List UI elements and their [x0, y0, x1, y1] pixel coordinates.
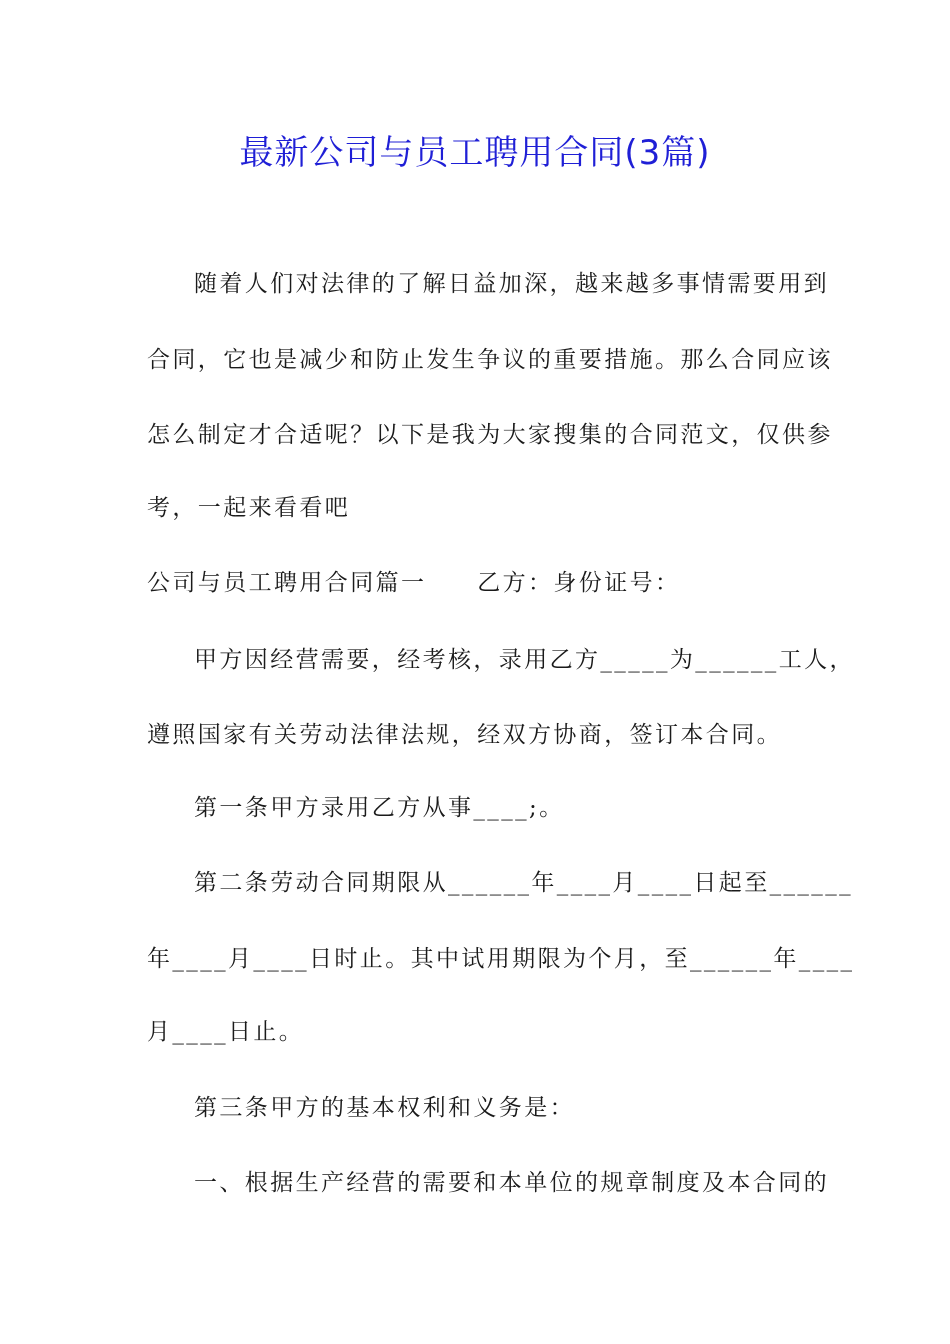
clause-line: 第二条劳动合同期限从______年____月____日起至______ — [194, 870, 853, 896]
text-line: 甲方因经营需要，经考核，录用乙方_____为______工人， — [194, 647, 855, 673]
clause-line: 第三条甲方的基本权利和义务是： — [194, 1095, 575, 1121]
text-line: 遵照国家有关劳动法律法规，经双方协商，签订本合同。 — [147, 722, 782, 748]
text-line: 考，一起来看看吧 — [147, 495, 351, 521]
text-line: 随着人们对法律的了解日益加深，越来越多事情需要用到 — [194, 271, 829, 297]
text-line: 月____日止。 — [147, 1019, 305, 1045]
text-line: 合同，它也是减少和防止发生争议的重要措施。那么合同应该 — [147, 347, 833, 373]
clause-line: 第一条甲方录用乙方从事____;。 — [194, 795, 565, 821]
text-line: 一、根据生产经营的需要和本单位的规章制度及本合同的 — [194, 1170, 829, 1196]
text-line: 年____月____日时止。其中试用期限为个月，至______年____ — [147, 946, 855, 972]
document-title: 最新公司与员工聘用合同(3篇) — [239, 133, 711, 173]
section-heading: 公司与员工聘用合同篇一 乙方：身份证号： — [147, 570, 681, 596]
text-line: 怎么制定才合适呢？以下是我为大家搜集的合同范文，仅供参 — [147, 422, 833, 448]
